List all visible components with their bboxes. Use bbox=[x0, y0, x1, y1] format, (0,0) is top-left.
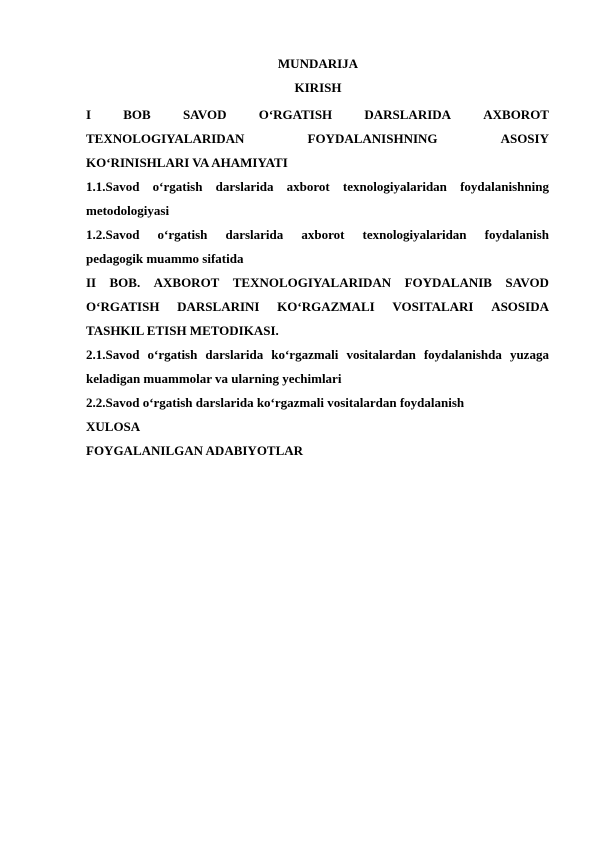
toc-intro: KIRISH bbox=[294, 80, 342, 95]
toc-section-2-2: 2.2.Savod o‘rgatish darslarida ko‘rgazmali vositalardan foydalanish bbox=[86, 395, 465, 410]
toc-references: FOYGALANILGAN ADABIYOTLAR bbox=[86, 443, 304, 458]
toc-section-2-1-line-2: keladigan muammolar va ularning yechimlari bbox=[86, 371, 342, 386]
toc-section-2-1-line-1: 2.1.Savod o‘rgatish darslarida ko‘rgazmali vositalardan foydalanishda yuzaga bbox=[86, 347, 549, 362]
toc-section-1-2-line-1: 1.2.Savod o‘rgatish darslarida axborot texnologiyalaridan foydalanish bbox=[86, 227, 549, 242]
toc-chapter-1-line-1: I BOB SAVOD O‘RGATISH DARSLARIDA AXBOROT bbox=[86, 107, 549, 122]
toc-chapter-2 bbox=[86, 271, 549, 343]
toc-section-1-1 bbox=[86, 175, 549, 223]
toc-chapter-2-line-3: TASHKIL ETISH METODIKASI. bbox=[86, 323, 279, 338]
toc-section-2-1 bbox=[86, 343, 549, 391]
toc-chapter-2-line-1: II BOB. AXBOROT TEXNOLOGIYALARIDAN FOYDALANIB SAVOD bbox=[86, 275, 549, 290]
table-of-contents bbox=[86, 103, 549, 463]
toc-chapter-1-line-2: TEXNOLOGIYALARIDAN FOYDALANISHNING ASOSIY bbox=[86, 131, 549, 146]
toc-section-1-1-line-1: 1.1.Savod o‘rgatish darslarida axborot texnologiyalaridan foydalanishning bbox=[86, 179, 549, 194]
page-title: MUNDARIJA bbox=[277, 56, 359, 71]
toc-section-1-1-line-2: metodologiyasi bbox=[86, 203, 170, 218]
toc-conclusion: XULOSA bbox=[86, 419, 141, 434]
toc-section-1-2-line-2: pedagogik muammo sifatida bbox=[86, 251, 244, 266]
toc-chapter-1-line-3: KO‘RINISHLARI VA AHAMIYATI bbox=[86, 155, 288, 170]
toc-section-1-2 bbox=[86, 223, 549, 271]
toc-chapter-2-line-2: O‘RGATISH DARSLARINI KO‘RGAZMALI VOSITALARI ASOSIDA bbox=[86, 299, 549, 314]
toc-chapter-1 bbox=[86, 103, 549, 175]
